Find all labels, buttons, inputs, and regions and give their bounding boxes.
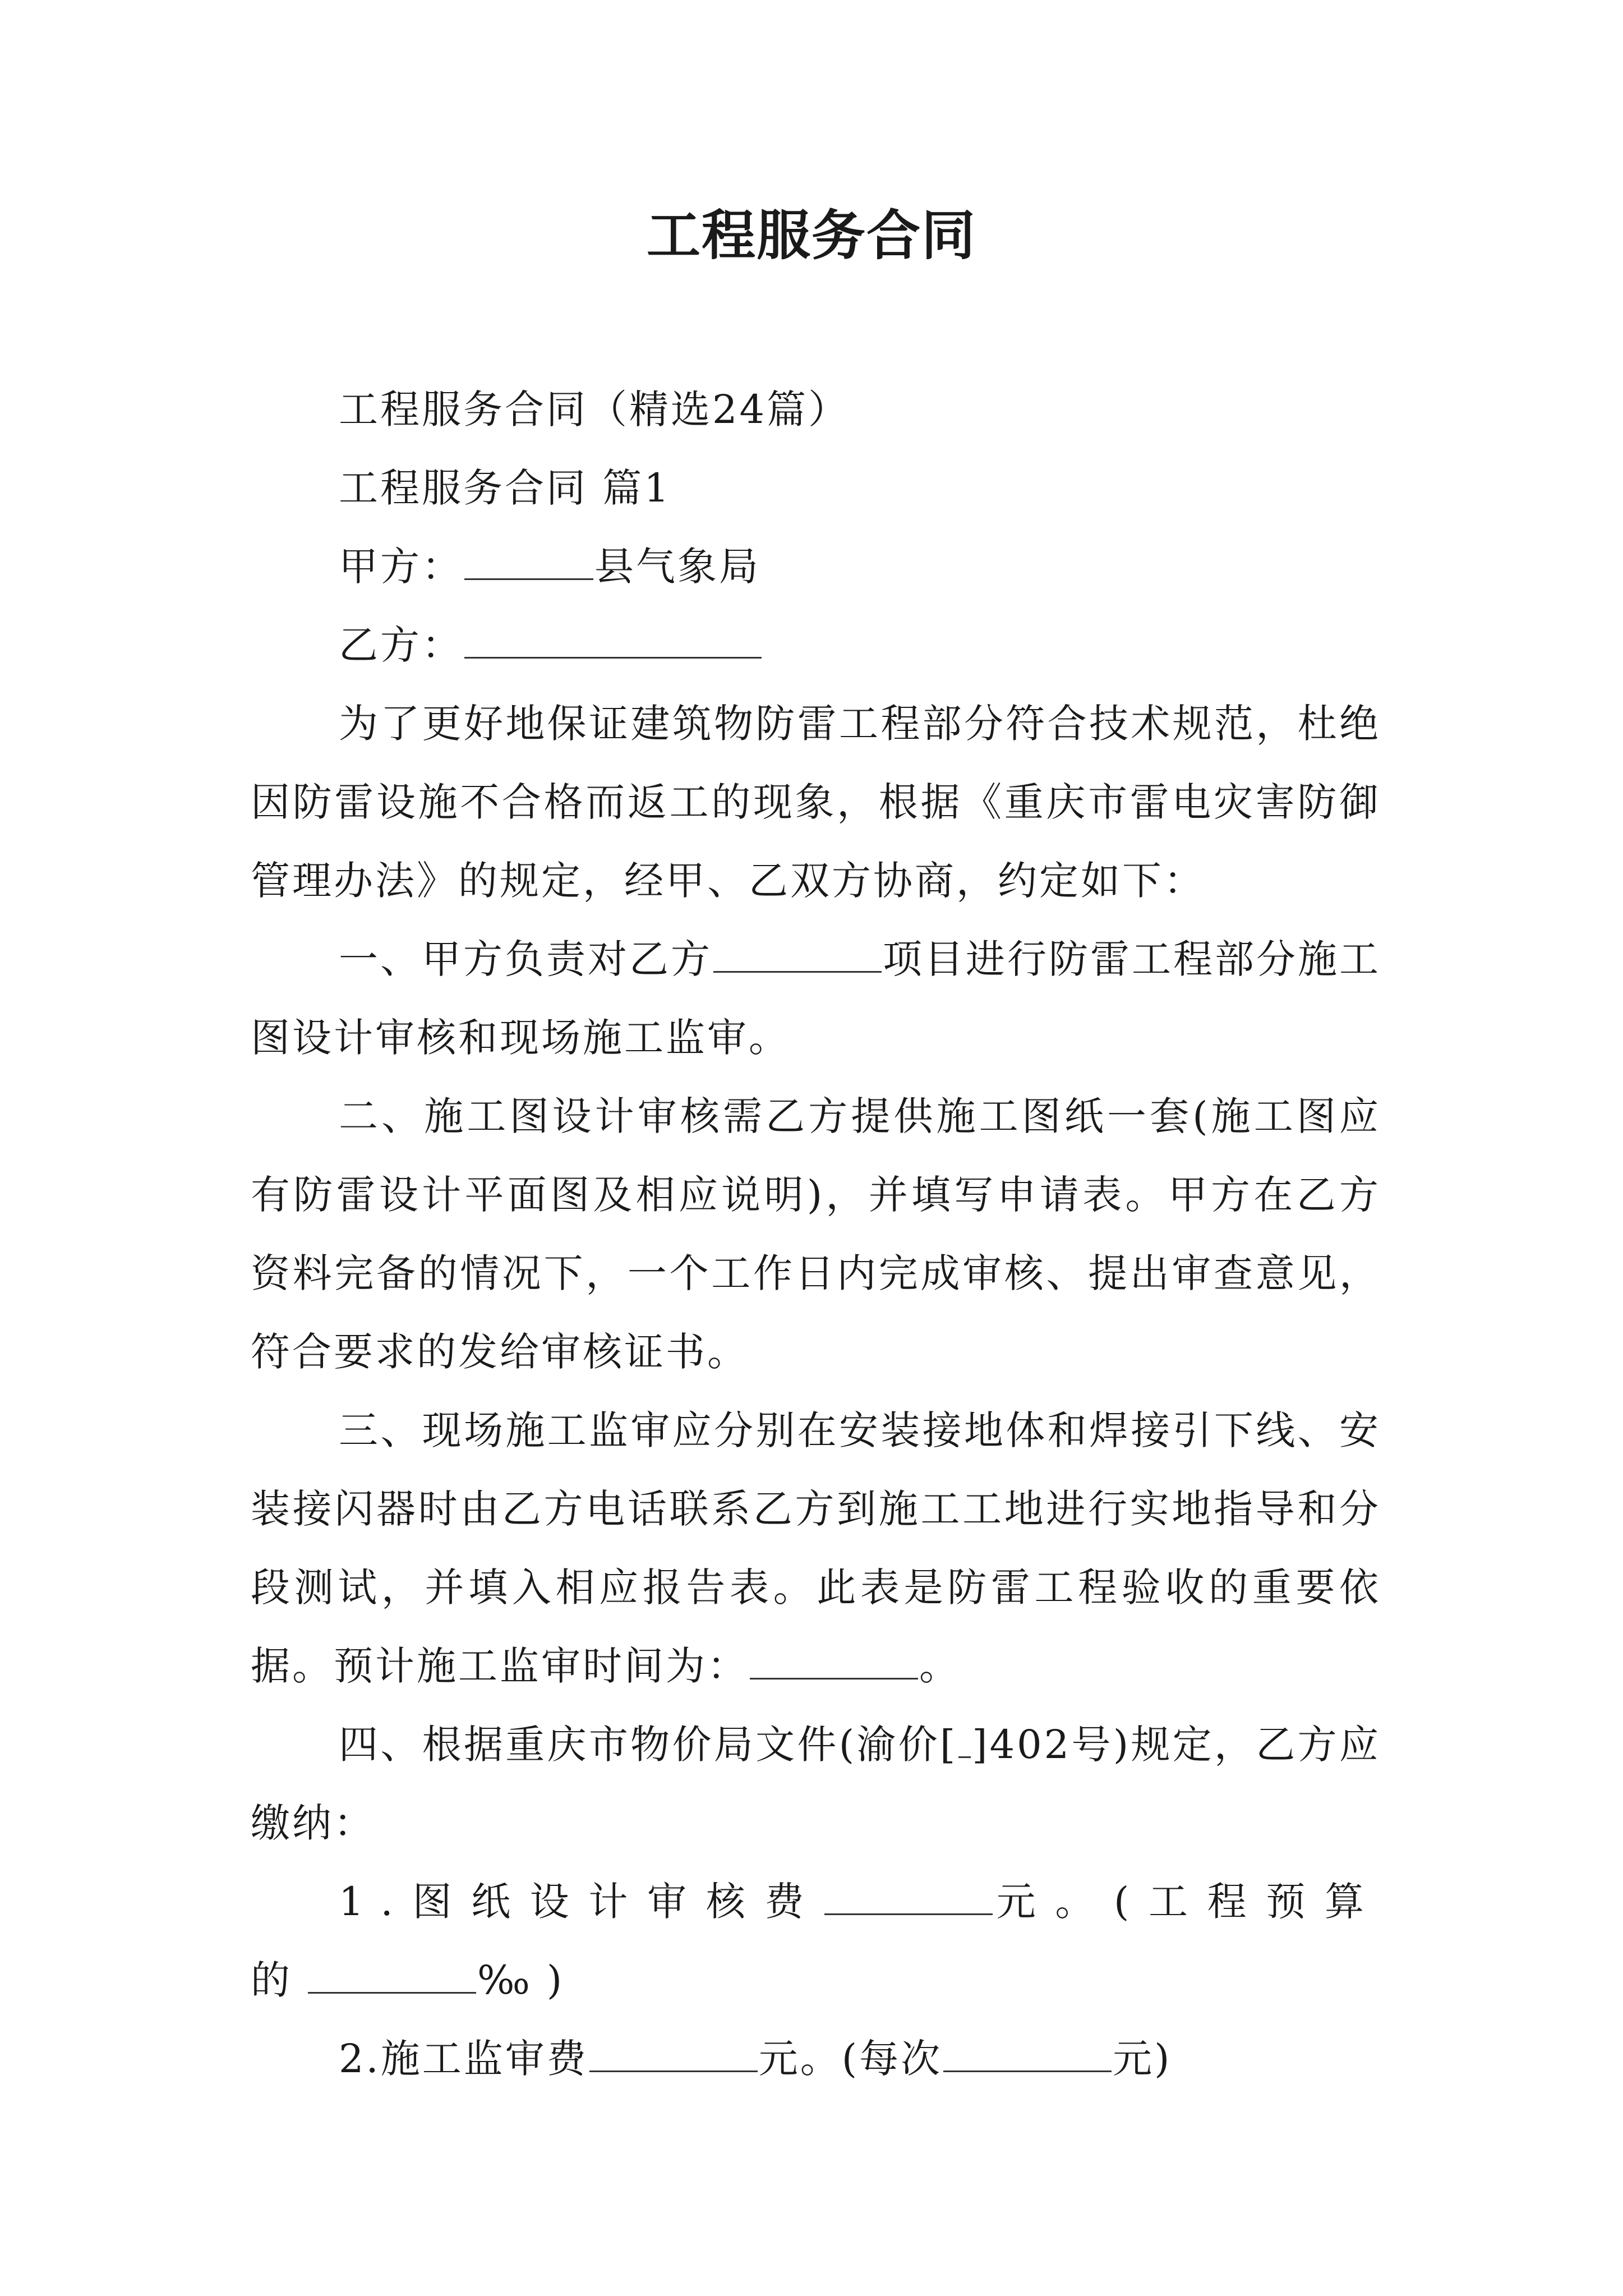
fee-2-text-after: 元) bbox=[1113, 2036, 1172, 2082]
clause-4-blank bbox=[958, 1724, 971, 1758]
clause-4-text-after: ]402号)规定，乙方应缴纳： bbox=[251, 1722, 1381, 1846]
party-a-label: 甲方： bbox=[339, 544, 463, 590]
fee-2-text-before: 2.施工监审费 bbox=[339, 2036, 588, 2082]
document-subtitle: 工程服务合同（精选24篇） bbox=[339, 386, 850, 432]
party-a-blank bbox=[464, 546, 593, 580]
fee-1-rate-blank bbox=[308, 1959, 476, 1994]
party-b-blank bbox=[464, 624, 762, 659]
document-title: 工程服务合同 bbox=[647, 204, 976, 267]
clause-1-blank bbox=[713, 938, 882, 973]
fee-1-text-before: 1.图纸设计审核费 bbox=[339, 1879, 824, 1925]
party-b-line bbox=[251, 606, 1381, 684]
clause-1-text-before: 一、甲方负责对乙方 bbox=[339, 936, 712, 982]
clause-3-blank bbox=[750, 1645, 918, 1680]
fee-2-per-visit-blank bbox=[943, 2038, 1112, 2072]
clause-3-text-before: 三、现场施工监审应分别在安装接地体和焊接引下线、安装接闪器时由乙方电话联系乙方到施工工地进行实地指导和分段测试，并填入相应报告表。此表是防雷工程验收的重要依据。预计施工监审时间为： bbox=[251, 1407, 1381, 1689]
clause-4 bbox=[251, 1705, 1381, 1862]
clause-1 bbox=[251, 920, 1381, 1077]
section-heading: 工程服务合同 篇1 bbox=[339, 465, 671, 511]
intro-paragraph: 为了更好地保证建筑物防雷工程部分符合技术规范，杜绝因防雷设施不合格而返工的现象，根据《重庆市雷电灾害防御管理办法》的规定，经甲、乙双方协商，约定如下： bbox=[251, 701, 1381, 904]
fee-1-text-middle: 元。(工程预算的 bbox=[251, 1879, 1381, 2003]
fee-item-2 bbox=[251, 2019, 1381, 2098]
fee-2-amount-blank bbox=[589, 2038, 758, 2072]
clause-4-text-before: 四、根据重庆市物价局文件(渝价[ bbox=[339, 1722, 958, 1768]
fee-2-text-middle: 元。(每次 bbox=[758, 2036, 943, 2082]
party-a-suffix: 县气象局 bbox=[594, 544, 760, 590]
clause-3 bbox=[251, 1391, 1381, 1705]
clause-1-text-after: 项目进行防雷工程部分施工图设计审核和现场施工监审。 bbox=[251, 936, 1381, 1061]
clause-2: 二、施工图设计审核需乙方提供施工图纸一套(施工图应有防雷设计平面图及相应说明)，并填写申请表。甲方在乙方资料完备的情况下，一个工作日内完成审核、提出审查意见，符合要求的发给审核证书。 bbox=[251, 1093, 1381, 1375]
party-a-line bbox=[251, 527, 1381, 606]
fee-1-amount-blank bbox=[824, 1881, 993, 1915]
clause-3-text-after: 。 bbox=[919, 1643, 961, 1689]
document-body bbox=[251, 370, 1381, 2098]
party-b-label: 乙方： bbox=[339, 622, 463, 668]
fee-item-1 bbox=[251, 1862, 1381, 2019]
fee-1-text-after: ‰) bbox=[477, 1957, 579, 2003]
